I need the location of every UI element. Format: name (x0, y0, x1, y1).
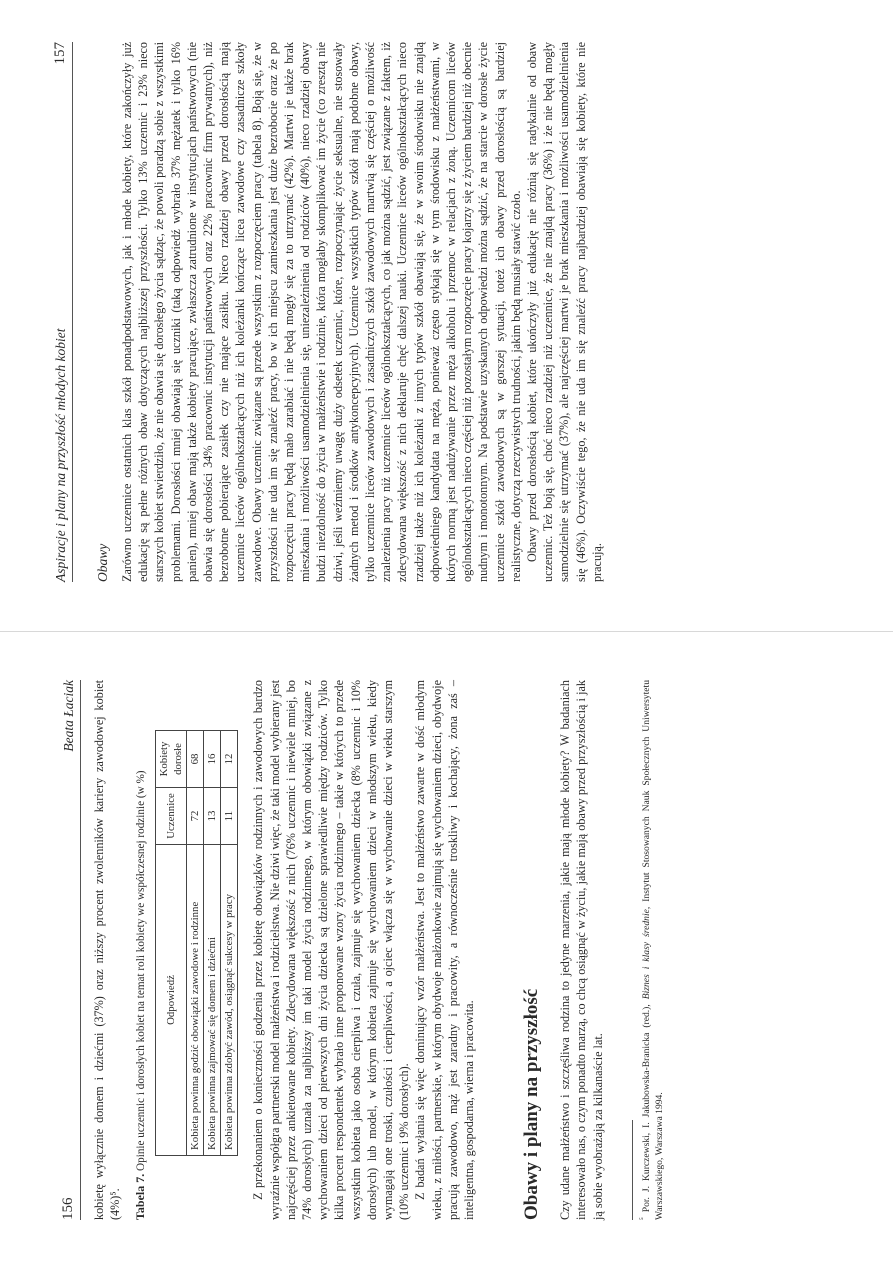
table-cell: 12 (221, 731, 238, 788)
table-caption (133, 680, 149, 1220)
opinion-table (155, 730, 238, 1156)
section-heading: Obawy i plany na przyszłość (521, 988, 543, 1220)
body-paragraph-adult-fears: Obawy przed dorosłością kobiet, które ukończyły już edukację nie różnią się radykalnie od obaw uczennic. Też boją się, choć nieco rzadziej niż uczennice, że nie znajdą pracy (36%) i że nie będą mogły samodzielnie się utrzymać (37%), ale najczęściej martwi je brak mieszkania i możliwości usamodzielnienia się (46%). Oczywiście tego, że nie uda im się znaleźć pracy najbardziej obawiają się kobiety, które nie pracują. (525, 42, 604, 582)
subsection-heading: Obawy (95, 543, 110, 582)
footnote-text-a: Por. J. Kurczewski, I. Jakubowska-Branicka (red.), (641, 999, 653, 1218)
footnote-text-b: , Instytut Stosowanych Nauk Społecznych Uniwersytetu Warszawskiego, Warszawa 1994. (641, 680, 665, 1220)
table-cell: 13 (204, 788, 221, 845)
table-cell: Kobieta powinna zajmować się domem i dziećmi (204, 845, 221, 1156)
table-caption-text: Opinie uczennic i dorosłych kobiet na temat roli kobiety we współczesnej rodzinie (w %) (135, 770, 148, 1171)
body-paragraph-partnership: Z przekonaniem o konieczności godzenia przez kobietę obowiązków rodzinnych i zawodowych bardzo wyraźnie współgra partnerski model małżeństwa i rodzicielstwa. Nie dziwi więc, że taki model wybierany jest najczęściej przez ankietowane kobiety. Zdecydowana większość z nich (76% uczennic i niewiele mniej, bo 74% dorosłych) uznała za najbliższy im taki model życia rodzinnego, w którym obowiązki związane z wychowaniem dzieci od pierwszych dni życia dziecka są dzielone sprawiedliwie między rodziców. Tylko kilka procent respondentek wybrało inne proponowane wzory życia rodzinnego – takie w których to przede wszystkim kobieta jako osoba cierpliwa i czuła, zajmuje się wychowaniem dziecka (8% uczennic i 10% dorosłych) lub model, w którym kobieta zajmuje się wychowaniem dzieci w młodszym wieku, kiedy wymagają one troski, czułości i cierpliwości, a ojciec włącza się w wychowanie dzieci w wieku starszym (10% uczennic i 9% dorosłych). (251, 680, 412, 1220)
footnote-rule (632, 1120, 633, 1220)
table-cell: 11 (221, 788, 238, 845)
col-header-adults: Kobiety dorosłe (156, 731, 187, 788)
page-header-left (60, 680, 81, 1220)
table-cell: 72 (187, 788, 204, 845)
intro-paragraph: kobietę wyłącznie domem i dziećmi (37%) oraz niższy procent zwolenników kariery zawodowej kobiet (4%)⁵. (92, 680, 123, 1220)
table-row (221, 731, 238, 1156)
body-paragraph-marriage-model: Z badań wyłania się więc dominujący wzór małżeństwa. Jest to małżeństwo zawarte w dość młodym wieku, z miłości, partnerskie, w którym obydwoje małżonkowie zajmują się wychowaniem dzieci, obydwoje pracują zawodowo, mąż jest zaradny i pracowity, a równocześnie troskliwy i kochający, żona zaś – inteligentna, gospodarna, wierna i pracowita. (413, 680, 477, 1220)
footnote-book-title: Biznes i klasy średnie (641, 909, 653, 1000)
page-number-left: 156 (60, 1197, 76, 1220)
table-label: Tabela 7. (133, 1173, 148, 1220)
body-paragraph-fears: Zarówno uczennice ostatnich klas szkół ponadpodstawowych, jak i młode kobiety, które zakończyły już edukację są pełne różnych obaw dotyczących najbliższej przyszłości. Tylko 13% uczennic i 23% nieco starszych kobiet stwierdziło, że nie obawia się dorosłego życia sądząc, że powoli poradzą sobie z wszystkimi problemami. Dorosłości mniej obawiają się uczniki (taką odpowiedź wybrało 37% mężatek i tylko 16% panien), mniej obaw mają także kobiety pracujące, zwłaszcza zatrudnione w instytucjach państwowych (nie obawia się dorosłości 34% pracownic instytucji państwowych oraz 22% pracownic firm prywatnych), niż bezrobotne pobierające zasiłek czy nie mające zasiłku. Nieco rzadziej obawy przed dorosłością mają uczennice liceów ogólnokształcących niż ich koleżanki kończące licea zawodowe czy zasadnicze szkoły zawodowe. Obawy uczennic związane są przede wszystkim z rozpoczęciem pracy (tabela 8). Boją się, że w przyszłości nie uda im się znaleźć pracy, bo w ich miejscu zamieszkania jest duże bezrobocie oraz że po rozpoczęciu pracy będą mało zarabiać i nie będą mogły się za to utrzymać (42%). Martwi je także brak mieszkania i możliwości usamodzielnienia się, uniezależnienia od rodziców (40%), nieco rzadziej obawy budzi niezdolność do życia w małżeństwie i rodzinie, która mogłaby skomplikować im życie (co zresztą nie dziwi, jeśli weźmiemy uwagę duży odsetek uczennic, które, rozpoczynając życie seksualne, nie stosowały żadnych metod i środków antykoncepcyjnych). Uczennice wszystkich typów szkół mają podobne obawy, tylko uczennice liceów zawodowych i zasadniczych szkół zawodowych martwią się częściej o możliwość znalezienia pracy niż uczennice liceów ogólnokształcących, co jak można sądzić, jest związane z faktem, iż zdecydowana większość z nich deklaruje chęć dalszej nauki. Uczennice liceów ogólnokształcących nieco rzadziej także niż ich koleżanki z innych typów szkół obawiają się, że w swoim środowisku nie znajdą odpowiedniego kandydata na męża, ponieważ często stykają się w tym środowisku z małżeństwami, w których normą jest nadużywanie przez męża alkoholu i przemoc w relacjach z żoną. Uczennicom liceów ogólnokształcących nieco częściej niż pozostałym rozpoczęcie pracy kojarzy się z życiem bardziej niż obecnie nudnym i monotonnym. Na podstawie uzyskanych odpowiedzi można sądzić, że na starcie w dorosłe życie uczennice szkół zawodowych są w gorszej sytuacji, toteż ich obawy przed dorosłością są bardziej realistyczne, dotyczą rzeczywistych trudności, jakim będą musiały stawić czoło. (120, 42, 523, 582)
left-page (0, 632, 893, 1263)
table-cell: Kobieta powinna godzić obowiązki zawodowe i rodzinne (187, 845, 204, 1156)
table-row (187, 731, 204, 1156)
table-row (204, 731, 221, 1156)
body-paragraph-dreams: Czy udane małżeństwo i szczęśliwa rodzina to jedyne marzenia, jakie mają młode kobiety? W badaniach interesowało nas, o czym ponadto marzą, co chcą osiągnąć w życiu, jakie mają obawy przed przyszłością i jak ją sobie wyobrażają za kilkanaście lat. (558, 680, 605, 1220)
footnote (637, 680, 666, 1220)
table-cell: 68 (187, 731, 204, 788)
page-header-right (52, 42, 73, 582)
col-header-answer: Odpowiedź (156, 845, 187, 1156)
running-author: Beata Łaciak (61, 680, 76, 752)
running-title: Aspiracje i plany na przyszłość młodych kobiet (53, 328, 68, 582)
table-cell: Kobieta powinna zdobyć zawód, osiągnąć sukcesy w pracy (221, 845, 238, 1156)
table-cell: 16 (204, 731, 221, 788)
table-header-row (156, 731, 187, 1156)
col-header-students: Uczennice (156, 788, 187, 845)
page-number-right: 157 (52, 42, 68, 65)
footnote-mark: ⁵ (637, 1217, 647, 1220)
